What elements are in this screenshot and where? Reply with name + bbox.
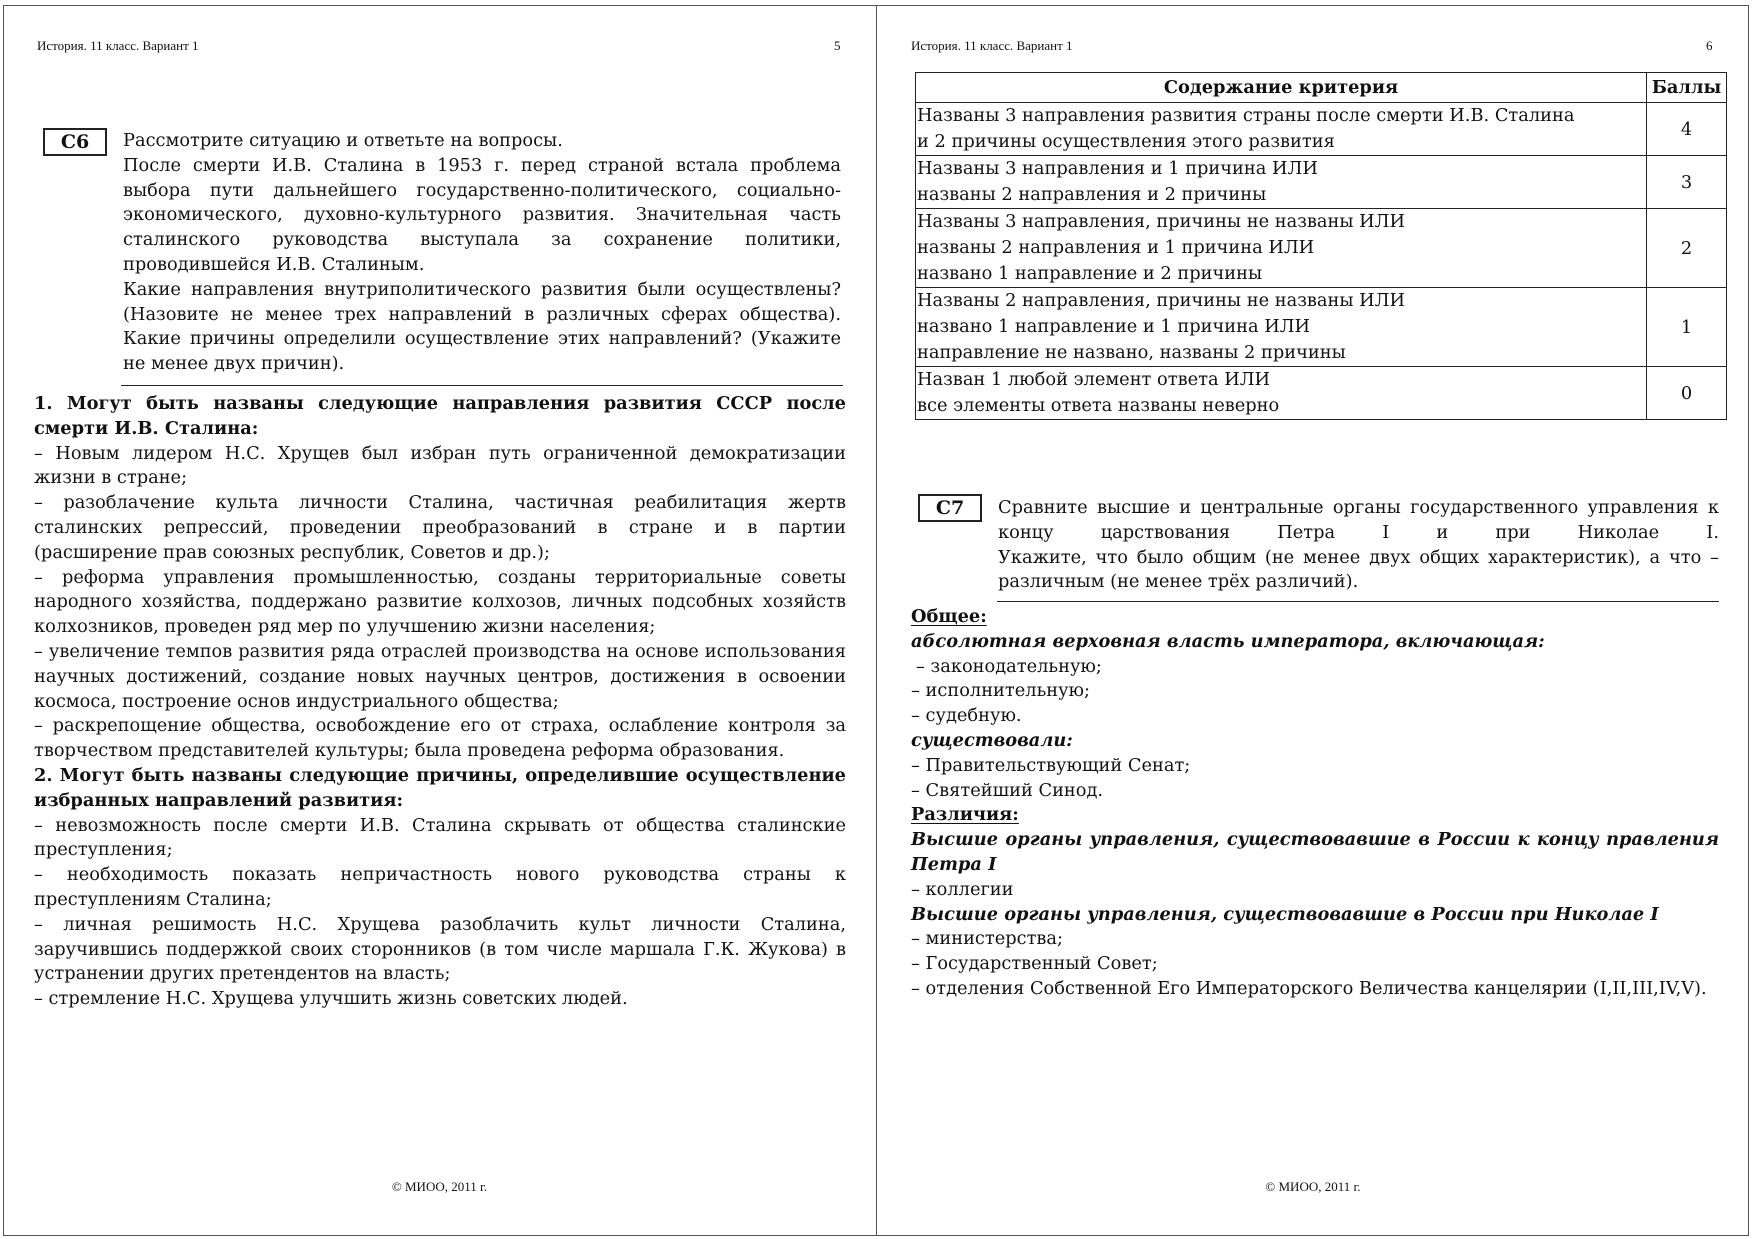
answer-list-item: – увеличение темпов развития ряда отраслей производства на основе использования научных достижений, создание новых научных центров, достижения в освоении космоса, построение основ индустриального общества;	[34, 640, 846, 712]
answer-common-subheading: существовали:	[911, 729, 1073, 751]
task-code-box: C7	[918, 494, 982, 522]
criteria-text	[916, 156, 1647, 209]
task-c6-text	[123, 129, 841, 377]
answer-common-subheading: абсолютная верховная власть императора, включающая:	[911, 630, 1545, 652]
criteria-row	[916, 209, 1727, 288]
criteria-table	[915, 72, 1727, 420]
page-footer: © МИОО, 2011 г.	[1265, 1179, 1361, 1194]
task-question: Какие направления внутриполитического развития были осуществлены? (Назовите не менее трех направлений в различных сферах общества). Какие причины определили осуществление этих направлений? (Укажите не менее двух причин).	[123, 278, 841, 375]
criteria-line: Названы 3 направления, причины не названы ИЛИ	[917, 211, 1406, 232]
answer-diff-subheading: Высшие органы управления, существовавшие в России при Николае I	[911, 903, 1659, 925]
task-prompt: Сравните высшие и центральные органы государственного управления к концу царствования Петра I и при Николае I.	[998, 497, 1719, 543]
answer-list-item: – исполнительную;	[911, 680, 1091, 702]
answer-list-item: – министерства;	[911, 928, 1064, 950]
answer-list-item: – судебную.	[911, 705, 1022, 727]
answer-list-item: – Государственный Совет;	[911, 953, 1158, 975]
criteria-points: 3	[1647, 156, 1727, 209]
criteria-line: названы 2 направления и 1 причина ИЛИ	[917, 237, 1315, 258]
criteria-line: названо 1 направление и 2 причины	[917, 263, 1263, 284]
criteria-text	[916, 209, 1647, 288]
answer-list-item: – коллегии	[911, 878, 1014, 900]
criteria-points: 1	[1647, 288, 1727, 367]
answer-list-item: – реформа управления промышленностью, созданы территориальные советы народного хозяйства, поддержано развитие колхозов, личных подсобных хозяйств колхозников, проведен ряд мер по улучшению жизни населения;	[34, 566, 846, 638]
criteria-line: и 2 причины осуществления этого развития	[917, 131, 1335, 152]
page-5	[3, 5, 876, 1236]
criteria-line: названы 2 направления и 2 причины	[917, 184, 1267, 205]
task-code-box: C6	[43, 128, 107, 156]
criteria-header-criterion: Содержание критерия	[916, 73, 1647, 103]
criteria-text	[916, 288, 1647, 367]
task-underline	[121, 385, 843, 386]
page-header-title: История. 11 класс. Вариант 1	[911, 38, 1073, 53]
answer-common-heading: Общее:	[911, 606, 987, 627]
task-instruction: Укажите, что было общим (не менее двух общих характеристик), а что – различным (не менее трёх различий).	[998, 546, 1719, 593]
answer-list-item: – необходимость показать непричастность нового руководства страны к преступлениям Сталина;	[34, 864, 846, 910]
answer-list-item: – невозможность после смерти И.В. Сталина скрывать от общества сталинские преступления;	[34, 814, 846, 861]
criteria-line: все элементы ответа названы неверно	[917, 395, 1280, 416]
page-number: 5	[834, 38, 841, 53]
answer-list-item: – Святейший Синод.	[911, 779, 1104, 801]
page-6	[877, 5, 1749, 1236]
criteria-line: Названы 3 направления и 1 причина ИЛИ	[917, 158, 1318, 179]
answer-list-item: – разоблачение культа личности Сталина, частичная реабилитация жертв сталинских репрессий, проведении преобразований в стране и в партии (расширение прав союзных республик, Советов и др.);	[34, 492, 846, 563]
task-c7-text	[998, 496, 1719, 595]
answer-c6	[34, 392, 846, 1012]
answer-list-item: – стремление Н.С. Хрущева улучшить жизнь советских людей.	[34, 988, 628, 1010]
page-footer: © МИОО, 2011 г.	[391, 1179, 488, 1194]
answer-diff-heading: Различия:	[911, 804, 1019, 826]
criteria-line: Названы 3 направления развития страны после смерти И.В. Сталина	[917, 105, 1575, 126]
criteria-line: направление не названо, названы 2 причины	[917, 342, 1346, 363]
answer-list-item: – раскрепощение общества, освобождение его от страха, ослабление контроля за творчеством представителей культуры; была проведена реформа образования.	[34, 715, 846, 762]
answer-diff-subheading: Высшие органы управления, существовавшие в России к концу правления Петра I	[911, 829, 1719, 875]
page-number: 6	[1706, 38, 1713, 53]
answer-list-item: – личная решимость Н.С. Хрущева разоблачить культ личности Сталина, заручившись поддержкой своих сторонников (в том числе маршала Г.К. Жукова) в устранении других претендентов на власть;	[34, 913, 846, 985]
answer-list-item: – отделения Собственной Его Императорского Величества канцелярии (I,II,III,IV,V).	[911, 977, 1707, 999]
criteria-header-row	[916, 73, 1727, 103]
answer-part1-heading: 1. Могут быть названы следующие направления развития СССР после смерти И.В. Сталина:	[34, 393, 846, 439]
page-header-title: История. 11 класс. Вариант 1	[37, 38, 199, 53]
criteria-points: 4	[1647, 103, 1727, 156]
criteria-line: названо 1 направление и 1 причина ИЛИ	[917, 316, 1311, 337]
criteria-points: 2	[1647, 209, 1727, 288]
criteria-text	[916, 103, 1647, 156]
answer-list-item: – Новым лидером Н.С. Хрущев был избран путь ограниченной демократизации жизни в стране;	[34, 442, 846, 489]
criteria-line: Названы 2 направления, причины не названы ИЛИ	[917, 290, 1406, 311]
criteria-row	[916, 156, 1727, 209]
answer-part2-heading: 2. Могут быть названы следующие причины, определившие осуществление избранных направлений развития:	[34, 764, 846, 811]
criteria-row	[916, 367, 1727, 420]
answer-c7	[911, 605, 1719, 1002]
criteria-text	[916, 367, 1647, 420]
criteria-line: Назван 1 любой элемент ответа ИЛИ	[917, 369, 1271, 390]
criteria-row	[916, 103, 1727, 156]
criteria-points: 0	[1647, 367, 1727, 420]
task-situation: После смерти И.В. Сталина в 1953 г. перед страной встала проблема выбора пути дальнейшего государственно-политического, социально-экономического, духовно-культурного развития. Значительная часть сталинского руководства выступала за сохранение политики, проводившейся И.В. Сталиным.	[123, 154, 841, 275]
answer-list-item: – Правительствующий Сенат;	[911, 754, 1191, 776]
criteria-header-points: Баллы	[1647, 73, 1727, 103]
task-prompt: Рассмотрите ситуацию и ответьте на вопросы.	[123, 130, 563, 151]
criteria-row	[916, 288, 1727, 367]
task-underline	[997, 601, 1719, 602]
answer-list-item: – законодательную;	[916, 655, 1102, 677]
